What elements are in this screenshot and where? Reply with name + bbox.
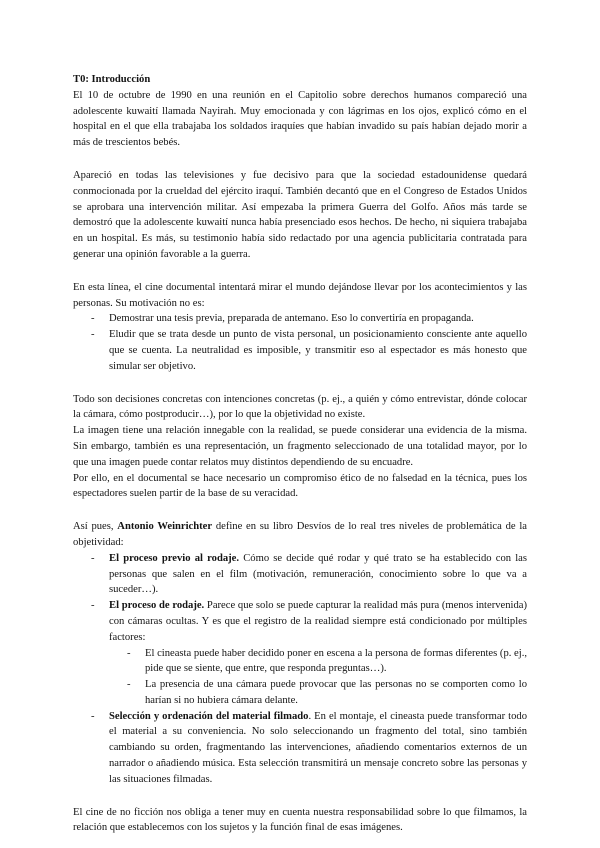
- paragraph-image-reality: La imagen tiene una relación innegable con la realidad, se puede considerar una evidencia de la misma. Sin embargo, también es una representación, un fragmento seleccionado de una totalidad mayor, por lo que una imagen puede contar relatos muy distintos dependiendo de su encuadre.: [73, 425, 527, 468]
- list-item: - Eludir que se trata desde un punto de vista personal, un posicionamiento consciente ante aquello que se cuenta. La neutralidad es imposible, y transmitir eso al espectador es más honesto que simular ser objetivo.: [73, 327, 527, 374]
- level-item-editing: - Selección y ordenación del material filmado. En el montaje, el cineasta puede transformar todo el material a su conveniencia. No solo seleccionando un fragmento del total, sino también cambiando su orden, fragmentando las intervenciones, añadiendo comentarios externos de un narrador o añadiendo música. Esta selección transmitirá un mensaje concreto sobre las personas y las situaciones filmadas.: [73, 709, 527, 788]
- shooting-factors-list: [109, 646, 527, 709]
- paragraph-decisions: Todo son decisiones concretas con intenciones concretas (p. ej., a quién y cómo entrevistar, dónde colocar la cámara, cómo postproducir…), por lo que la objetividad no existe.: [73, 393, 527, 421]
- level-item-shooting: - El proceso de rodaje. Parece que solo se puede capturar la realidad más pura (menos intervenida) con cámaras ocultas. Y es que el registro de la realidad siempre está condicionado por múltiples factores: - El cineasta puede haber decidido poner en escena a la persona de formas diferentes (p. ej., pide que se siente, que entre, que responda preguntas…). - La presencia de una cámara puede provocar que las personas no se comporten como lo harían si no hubiera cámara delante.: [73, 598, 527, 709]
- paragraph-gulf-war: Apareció en todas las televisiones y fue decisivo para que la sociedad estadounidense quedará conmocionada por la crueldad del ejército iraquí. También decantó que en el Congreso de Estados Unidos se aprobara una intervención militar. Así empezaba la primera Guerra del Golfo. Años más tarde se demostró que la adolescente kuwaití nunca había presenciado esos hechos. De hecho, ni siquiera trabajaba en un hospital. Es más, su testimonio había sido redactado por una agencia publicitaria contratada para generar una opinión favorable a la guerra.: [73, 169, 527, 260]
- document-body: [73, 72, 527, 836]
- author-name: Antonio Weinrichter: [117, 521, 213, 533]
- paragraph-documentary-motivation: En esta línea, el cine documental intentará mirar el mundo dejándose llevar por los acontecimientos y las personas. Su motivación no es:: [73, 281, 527, 309]
- objectivity-levels-list: [73, 551, 527, 788]
- level-item-pre-shoot: - El proceso previo al rodaje. Cómo se decide qué rodar y qué trato se ha establecido con las personas que salen en el film (motivación, remuneración, conocimiento sobre lo que va a suceder…).: [73, 551, 527, 598]
- paragraph-ethics: Por ello, en el documental se hace necesario un compromiso ético de no falsedad en la técnica, pues los espectadores suelen partir de la base de su veracidad.: [73, 472, 527, 500]
- paragraph-nayirah: El 10 de octubre de 1990 en una reunión en el Capitolio sobre derechos humanos compareció una adolescente kuwaití llamada Nayirah. Muy emocionada y con lágrimas en los ojos, explicó cómo en el hospital en el que ella trabajaba los soldados iraquíes que habían invadido su país habían dejado morir a más de trescientos bebés.: [73, 89, 527, 149]
- motivation-list: [73, 311, 527, 374]
- list-item: - La presencia de una cámara puede provocar que las personas no se comporten como lo harían si no hubiera cámara delante.: [109, 677, 527, 709]
- paragraph-responsibility: El cine de no ficción nos obliga a tener muy en cuenta nuestra responsabilidad sobre lo que filmamos, la relación que establecemos con los sujetos y la función final de esas imágenes.: [73, 806, 527, 834]
- paragraph-weinrichter: Así pues, Antonio Weinrichter define en su libro Desvíos de lo real tres niveles de problemática de la objetividad:: [73, 521, 527, 548]
- list-item: - El cineasta puede haber decidido poner en escena a la persona de formas diferentes (p. ej., pide que se siente, que entre, que responda preguntas…).: [109, 646, 527, 678]
- section-title: T0: Introducción: [73, 74, 151, 85]
- list-item: - Demostrar una tesis previa, preparada de antemano. Eso lo convertiría en propaganda.: [73, 311, 527, 327]
